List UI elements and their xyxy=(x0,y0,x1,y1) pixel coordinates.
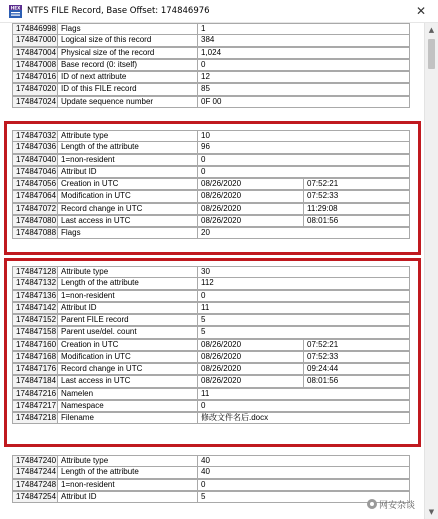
field-name-cell: Modification in UTC xyxy=(57,351,198,363)
table-row xyxy=(12,228,409,240)
field-name-cell: Attribut ID xyxy=(57,302,198,314)
vertical-scrollbar[interactable] xyxy=(424,23,438,519)
value-cell[interactable]: 112 xyxy=(197,277,410,289)
offset-cell: 174847056 xyxy=(12,178,58,190)
data-group xyxy=(12,455,409,504)
record-view xyxy=(0,23,424,519)
value-cell[interactable]: 08/26/2020 xyxy=(197,190,304,202)
offset-cell: 174847184 xyxy=(12,375,58,387)
offset-cell: 174847218 xyxy=(12,412,58,424)
offset-cell: 174847240 xyxy=(12,455,58,467)
field-name-cell: Parent use/del. count xyxy=(57,326,198,338)
field-name-cell: Length of the attribute xyxy=(57,277,198,289)
field-name-cell: Record change in UTC xyxy=(57,203,198,215)
value-cell[interactable]: 12 xyxy=(197,71,410,83)
value-cell[interactable]: 0 xyxy=(197,59,410,71)
value-cell[interactable]: 修改文件名后.docx xyxy=(197,412,410,424)
time-cell[interactable]: 08:01:56 xyxy=(303,215,410,227)
value-cell[interactable]: 5 xyxy=(197,326,410,338)
table-row xyxy=(12,492,409,504)
field-name-cell: Creation in UTC xyxy=(57,339,198,351)
offset-cell: 174847008 xyxy=(12,59,58,71)
offset-cell: 174847016 xyxy=(12,71,58,83)
field-name-cell: Logical size of this record xyxy=(57,34,198,46)
value-cell[interactable]: 08/26/2020 xyxy=(197,351,304,363)
offset-cell: 174847080 xyxy=(12,215,58,227)
offset-cell: 174847064 xyxy=(12,190,58,202)
value-cell[interactable]: 08/26/2020 xyxy=(197,339,304,351)
offset-cell: 174847004 xyxy=(12,47,58,59)
field-name-cell: Update sequence number xyxy=(57,96,198,108)
field-name-cell: Filename xyxy=(57,412,198,424)
field-name-cell: Attribute type xyxy=(57,266,198,278)
field-name-cell: Length of the attribute xyxy=(57,141,198,153)
value-cell[interactable]: 384 xyxy=(197,34,410,46)
field-name-cell: ID of next attribute xyxy=(57,71,198,83)
offset-cell: 174847128 xyxy=(12,266,58,278)
value-cell[interactable]: 0 xyxy=(197,166,410,178)
time-cell[interactable]: 07:52:33 xyxy=(303,190,410,202)
field-name-cell: Last access in UTC xyxy=(57,215,198,227)
field-name-cell: 1=non-resident xyxy=(57,479,198,491)
time-cell[interactable]: 08:01:56 xyxy=(303,375,410,387)
offset-cell: 174846998 xyxy=(12,23,58,35)
value-cell[interactable]: 0 xyxy=(197,400,410,412)
time-cell[interactable]: 07:52:33 xyxy=(303,351,410,363)
offset-cell: 174847254 xyxy=(12,491,58,503)
offset-cell: 174847132 xyxy=(12,277,58,289)
wechat-logo-icon xyxy=(367,499,377,509)
offset-cell: 174847217 xyxy=(12,400,58,412)
offset-cell: 174847024 xyxy=(12,96,58,108)
value-cell[interactable]: 5 xyxy=(197,491,410,503)
field-name-cell: Namespace xyxy=(57,400,198,412)
value-cell[interactable]: 11 xyxy=(197,302,410,314)
offset-cell: 174847036 xyxy=(12,141,58,153)
offset-cell: 174847152 xyxy=(12,314,58,326)
watermark xyxy=(367,498,432,513)
value-cell[interactable]: 10 xyxy=(197,130,410,142)
time-cell[interactable]: 09:24:44 xyxy=(303,363,410,375)
field-name-cell: Flags xyxy=(57,23,198,35)
field-name-cell: Attribut ID xyxy=(57,166,198,178)
value-cell[interactable]: 85 xyxy=(197,83,410,95)
field-name-cell: Creation in UTC xyxy=(57,178,198,190)
title-bar xyxy=(0,0,438,23)
file-name-group xyxy=(12,266,409,425)
hex-editor-app-icon xyxy=(9,5,22,18)
offset-cell: 174847142 xyxy=(12,302,58,314)
value-cell[interactable]: 0F 00 xyxy=(197,96,410,108)
value-cell[interactable]: 08/26/2020 xyxy=(197,203,304,215)
field-name-cell: Record change in UTC xyxy=(57,363,198,375)
value-cell[interactable]: 1,024 xyxy=(197,47,410,59)
field-name-cell: 1=non-resident xyxy=(57,290,198,302)
field-name-cell: Parent FILE record xyxy=(57,314,198,326)
value-cell[interactable]: 08/26/2020 xyxy=(197,215,304,227)
header-group xyxy=(12,23,409,109)
field-name-cell: ID of this FILE record xyxy=(57,83,198,95)
offset-cell: 174847000 xyxy=(12,34,58,46)
table-row xyxy=(12,97,409,109)
field-name-cell: Attribute type xyxy=(57,130,198,142)
value-cell[interactable]: 20 xyxy=(197,227,410,239)
close-button[interactable]: ✕ xyxy=(415,4,427,18)
field-name-cell: Base record (0: itself) xyxy=(57,59,198,71)
scroll-up-arrow-icon[interactable]: ▲ xyxy=(428,26,435,34)
value-cell[interactable]: 30 xyxy=(197,266,410,278)
field-name-cell: Length of the attribute xyxy=(57,466,198,478)
offset-cell: 174847040 xyxy=(12,154,58,166)
offset-cell: 174847248 xyxy=(12,479,58,491)
offset-cell: 174847020 xyxy=(12,83,58,95)
svg-text:HEX: HEX xyxy=(10,5,21,11)
offset-cell: 174847160 xyxy=(12,339,58,351)
field-name-cell: Flags xyxy=(57,227,198,239)
offset-cell: 174847032 xyxy=(12,130,58,142)
value-cell[interactable]: 08/26/2020 xyxy=(197,178,304,190)
value-cell[interactable]: 96 xyxy=(197,141,410,153)
field-name-cell: Attribut ID xyxy=(57,491,198,503)
value-cell[interactable]: 08/26/2020 xyxy=(197,375,304,387)
field-name-cell: Namelen xyxy=(57,388,198,400)
value-cell[interactable]: 0 xyxy=(197,290,410,302)
offset-cell: 174847244 xyxy=(12,466,58,478)
field-name-cell: Physical size of the record xyxy=(57,47,198,59)
table-row xyxy=(12,413,409,425)
field-name-cell: Last access in UTC xyxy=(57,375,198,387)
value-cell[interactable]: 40 xyxy=(197,466,410,478)
offset-cell: 174847072 xyxy=(12,203,58,215)
scroll-thumb[interactable] xyxy=(428,39,435,69)
window-title: NTFS FILE Record, Base Offset: 174846976 xyxy=(27,6,210,16)
offset-cell: 174847158 xyxy=(12,326,58,338)
time-cell[interactable]: 07:52:21 xyxy=(303,178,410,190)
time-cell[interactable]: 07:52:21 xyxy=(303,339,410,351)
offset-cell: 174847088 xyxy=(12,227,58,239)
offset-cell: 174847046 xyxy=(12,166,58,178)
value-cell[interactable]: 40 xyxy=(197,455,410,467)
value-cell[interactable]: 5 xyxy=(197,314,410,326)
value-cell[interactable]: 08/26/2020 xyxy=(197,363,304,375)
standard-information-group xyxy=(12,130,409,240)
value-cell[interactable]: 11 xyxy=(197,388,410,400)
value-cell[interactable]: 1 xyxy=(197,23,410,35)
offset-cell: 174847136 xyxy=(12,290,58,302)
field-name-cell: Attribute type xyxy=(57,455,198,467)
field-name-cell: 1=non-resident xyxy=(57,154,198,166)
watermark-text: 网安杂谈 xyxy=(379,501,416,511)
value-cell[interactable]: 0 xyxy=(197,154,410,166)
offset-cell: 174847176 xyxy=(12,363,58,375)
value-cell[interactable]: 0 xyxy=(197,479,410,491)
field-name-cell: Modification in UTC xyxy=(57,190,198,202)
offset-cell: 174847168 xyxy=(12,351,58,363)
scroll-down-arrow-icon[interactable]: ▼ xyxy=(428,508,435,516)
time-cell[interactable]: 11:29:08 xyxy=(303,203,410,215)
offset-cell: 174847216 xyxy=(12,388,58,400)
